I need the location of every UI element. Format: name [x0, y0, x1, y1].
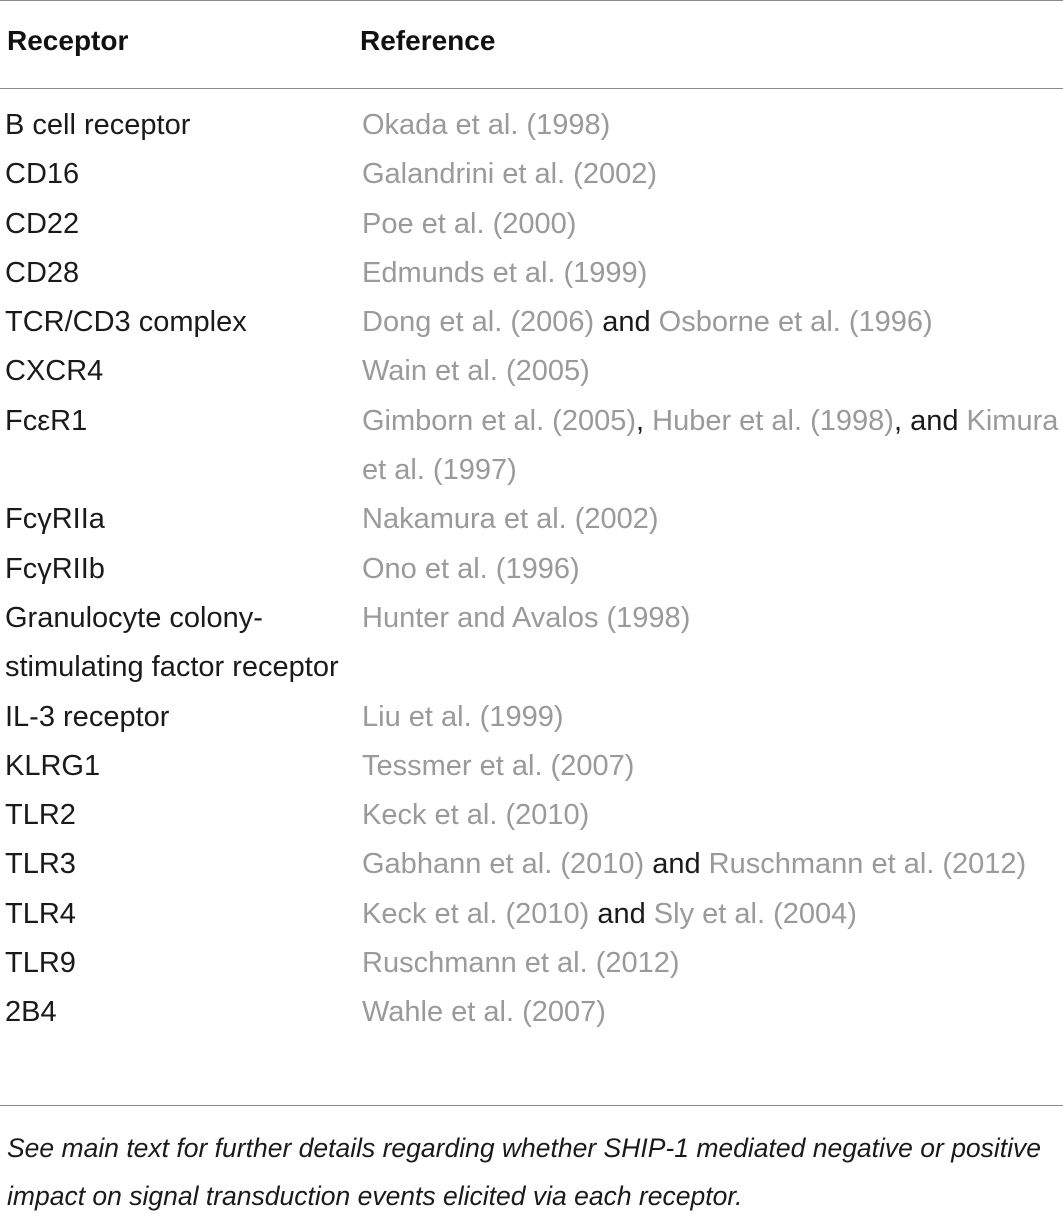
table-row	[0, 890, 1063, 939]
table-row	[0, 545, 1063, 594]
table-row	[0, 988, 1063, 1037]
reference-connector: ,	[636, 404, 653, 437]
citation-link[interactable]: Gimborn et al. (2005)	[362, 404, 637, 437]
citation-link[interactable]: Kimura et al. (1997)	[362, 404, 1059, 487]
table-top-rule	[0, 0, 1063, 1]
reference-cell	[355, 101, 1063, 150]
receptor-cell: FcγRIIa	[5, 503, 105, 536]
reference-cell	[355, 495, 1063, 544]
reference-cell	[355, 150, 1063, 199]
table-row	[0, 742, 1063, 791]
citation-link[interactable]: Ono et al. (1996)	[362, 552, 580, 585]
receptor-cell: CD28	[5, 256, 80, 289]
citation-link[interactable]: Edmunds et al. (1999)	[362, 256, 648, 289]
receptor-cell: CXCR4	[5, 355, 104, 388]
reference-cell	[355, 939, 1063, 988]
reference-cell	[355, 742, 1063, 791]
citation-link[interactable]: Galandrini et al. (2002)	[362, 158, 657, 191]
citation-link[interactable]: Ruschmann et al. (2012)	[708, 848, 1027, 881]
receptor-cell: TLR2	[5, 799, 76, 832]
receptor-cell: FcγRIIb	[5, 552, 105, 585]
receptor-cell: KLRG1	[5, 749, 101, 782]
receptor-cell: Granulocyte colony-stimulating factor receptor	[5, 601, 339, 684]
receptor-cell: IL-3 receptor	[5, 700, 170, 733]
table-body	[0, 101, 1063, 1038]
citation-link[interactable]: Tessmer et al. (2007)	[362, 749, 635, 782]
table-row	[0, 150, 1063, 199]
citation-link[interactable]: Liu et al. (1999)	[362, 700, 564, 733]
reference-cell	[355, 200, 1063, 249]
table-row	[0, 298, 1063, 347]
reference-cell	[355, 249, 1063, 298]
receptor-cell: FcεR1	[5, 404, 88, 437]
citation-link[interactable]: Okada et al. (1998)	[362, 109, 611, 141]
reference-connector: , and	[893, 404, 967, 437]
reference-cell	[355, 298, 1063, 347]
receptor-cell: CD22	[5, 207, 80, 240]
reference-cell	[355, 791, 1063, 840]
receptor-cell: TLR9	[5, 947, 76, 980]
table-footnote: See main text for further details regarding whether SHIP-1 mediated negative or positive impact on signal transduction events elicited via each receptor.	[7, 1133, 1042, 1211]
citation-link[interactable]: Nakamura et al. (2002)	[362, 503, 659, 536]
column-header-reference: Reference	[360, 25, 496, 56]
citation-link[interactable]: Huber et al. (1998)	[652, 404, 894, 437]
table-row	[0, 249, 1063, 298]
receptor-cell: TLR4	[5, 897, 76, 930]
citation-link[interactable]: Keck et al. (2010)	[362, 799, 590, 832]
reference-cell	[355, 988, 1063, 1037]
table-row	[0, 840, 1063, 889]
citation-link[interactable]: Dong et al. (2006)	[362, 306, 595, 339]
reference-connector: and	[594, 306, 659, 339]
table-row	[0, 594, 1063, 693]
receptor-cell: CD16	[5, 158, 80, 191]
table-row	[0, 939, 1063, 988]
reference-cell	[355, 594, 1063, 643]
citation-link[interactable]: Ruschmann et al. (2012)	[362, 947, 680, 980]
citation-link[interactable]: Poe et al. (2000)	[362, 207, 577, 240]
receptor-cell: TLR3	[5, 848, 76, 881]
reference-cell	[355, 347, 1063, 396]
receptor-cell: B cell receptor	[5, 109, 191, 141]
reference-cell	[355, 693, 1063, 742]
table-row	[0, 101, 1063, 150]
table-row	[0, 693, 1063, 742]
citation-link[interactable]: Osborne et al. (1996)	[658, 306, 933, 339]
table-row	[0, 200, 1063, 249]
reference-connector: and	[644, 848, 709, 881]
receptor-cell: TCR/CD3 complex	[5, 306, 247, 339]
reference-cell	[355, 840, 1063, 889]
citation-link[interactable]: Hunter and Avalos (1998)	[362, 601, 691, 634]
table-row	[0, 791, 1063, 840]
table-row	[0, 495, 1063, 544]
receptor-cell: 2B4	[5, 996, 57, 1029]
citation-link[interactable]: Sly et al. (2004)	[653, 897, 857, 930]
table-bottom-rule	[0, 1105, 1063, 1106]
column-header-receptor: Receptor	[7, 25, 129, 56]
citation-link[interactable]: Wahle et al. (2007)	[362, 996, 606, 1029]
citation-link[interactable]: Wain et al. (2005)	[362, 355, 590, 388]
citation-link[interactable]: Gabhann et al. (2010)	[362, 848, 645, 881]
reference-cell	[355, 890, 1063, 939]
header-rule	[0, 88, 1063, 89]
reference-cell	[355, 397, 1063, 496]
reference-connector: and	[589, 897, 654, 930]
table-row	[0, 397, 1063, 496]
reference-cell	[355, 545, 1063, 594]
citation-link[interactable]: Keck et al. (2010)	[362, 897, 590, 930]
table-row	[0, 347, 1063, 396]
